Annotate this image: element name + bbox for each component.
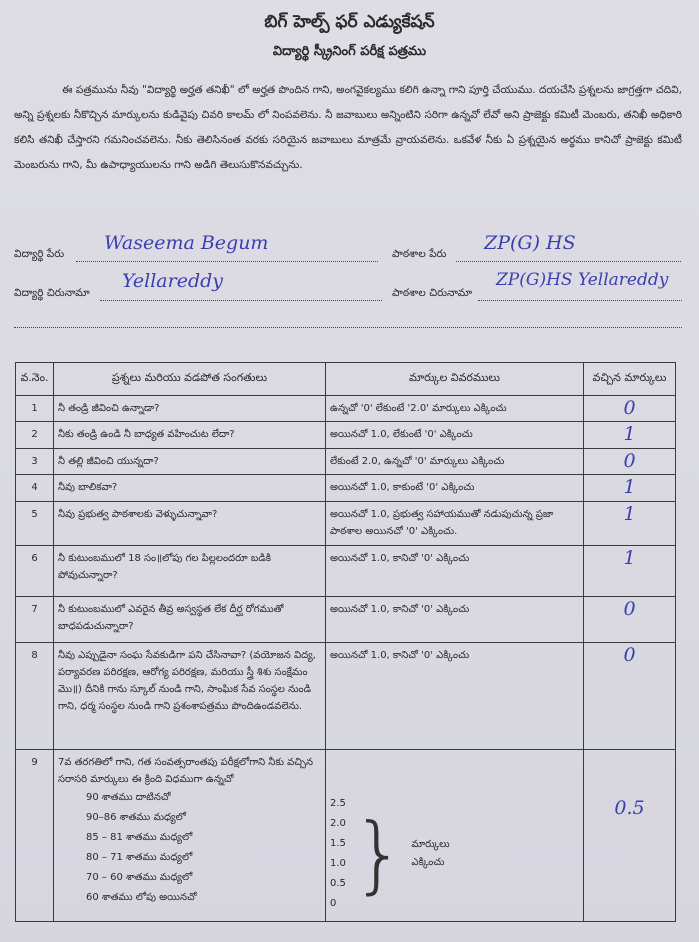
percentage-range-item: 85 – 81 శాతము మధ్యలో xyxy=(86,831,193,843)
school-address-line xyxy=(478,299,682,301)
row-question: నీ కుటుంబములో 18 సం॥లోపు గల పిల్లలందరూ బడికి పోవుచున్నారా? xyxy=(54,545,326,596)
school-name-value[interactable]: ZP(G) HS xyxy=(484,232,576,254)
score-value: 0.5 xyxy=(330,877,346,889)
school-address-value[interactable]: ZP(G)HS Yellareddy xyxy=(496,270,669,290)
table-row xyxy=(16,643,676,749)
row-number: 8 xyxy=(16,643,54,749)
row-number: 3 xyxy=(16,448,54,475)
marks-label-2: ఎక్కించు xyxy=(411,856,445,868)
student-name-line xyxy=(76,260,378,262)
row-marks: అయినచో 1.0, కానిచో '0' ఎక్కించు xyxy=(326,643,584,749)
row-question: నీ తండ్రి జీవించి ఉన్నాడా? xyxy=(54,395,326,422)
score-value: 1.5 xyxy=(330,837,346,849)
table-row xyxy=(16,596,676,643)
row-question xyxy=(54,749,326,921)
header-question: ప్రశ్నలు మరియు వడపోత సంగతులు xyxy=(54,363,326,396)
table-body xyxy=(16,395,676,749)
row-answer[interactable]: 1 xyxy=(584,422,676,449)
row-answer[interactable]: 0.5 xyxy=(584,749,676,921)
row-answer[interactable]: 1 xyxy=(584,501,676,545)
row-question: నీవు ఎప్పుడైనా సంఘ సేవకుడిగా పని చేసినావా? (వయోజన విద్య, పర్యావరణ పరిరక్షణ, ఆరోగ్య పరిరక్షణ, మరియు స్త్రీ శిశు సంక్షేమం మొ॥) దీనికి గాను స్కూల్ నుండి గాని, సాంఘిక సేవ సంస్థల నుండి గాని, ధర్మ సంస్థల నుండి గాని ప్రశంశాపత్రము పొందిఉండవలెను. xyxy=(54,643,326,749)
percentage-range-item: 70 – 60 శాతము మధ్యలో xyxy=(86,871,193,883)
row-marks: అయినచో 1.0, ప్రభుత్వ సహాయముతో నడుపుచున్న ప్రజా పాఠశాల అయినచో '0' ఎక్కించు. xyxy=(326,501,584,545)
row-answer[interactable]: 0 xyxy=(584,643,676,749)
row-question: నీకు తండ్రి ఉండి నీ బాధ్యత వహించుట లేదా? xyxy=(54,422,326,449)
row-marks: అయినచో 1.0, కానిచో '0' ఎక్కించు xyxy=(326,596,584,643)
percentage-range-item: 80 – 71 శాతము మధ్యలో xyxy=(86,851,193,863)
percentage-range-item: 90 శాతము దాటినచో xyxy=(86,791,171,803)
row-answer[interactable]: 0 xyxy=(584,448,676,475)
school-address-label: పాఠశాల చిరునామా xyxy=(392,287,473,299)
row-number: 7 xyxy=(16,596,54,643)
row-answer[interactable]: 1 xyxy=(584,545,676,596)
student-name-value[interactable]: Waseema Begum xyxy=(104,232,269,254)
table-row xyxy=(16,501,676,545)
student-address-line xyxy=(100,299,382,301)
row-question: నీవు బాలికవా? xyxy=(54,475,326,502)
table-header-row xyxy=(16,363,676,396)
student-address-label: విద్యార్థి చిరునామా xyxy=(14,287,90,299)
row-marks: ఉన్నచో '0' లేకుంటే '2.0' మార్కులు ఎక్కించు xyxy=(326,395,584,422)
school-name-label: పాఠశాల పేరు xyxy=(392,248,447,260)
row-number: 6 xyxy=(16,545,54,596)
row-number: 5 xyxy=(16,501,54,545)
marks-instruction xyxy=(411,836,449,872)
row-question: నీవు ప్రభుత్వ పాఠశాలకు వెళ్ళుచున్నావా? xyxy=(54,501,326,545)
table-row xyxy=(16,395,676,422)
percentage-range-item: 90–86 శాతము మధ్యలో xyxy=(86,811,186,823)
score-value: 1.0 xyxy=(330,857,346,869)
header-marks-details: మార్కుల వివరములు xyxy=(326,363,584,396)
row-question: నీ తల్లి జీవించి యున్నదా? xyxy=(54,448,326,475)
marks-label-1: మార్కులు xyxy=(411,838,450,850)
row-answer[interactable]: 0 xyxy=(584,596,676,643)
table-row-9 xyxy=(16,749,676,921)
percentage-range-item: 60 శాతము లోపు అయినచో xyxy=(86,891,197,903)
row-answer[interactable]: 1 xyxy=(584,475,676,502)
score-value: 2.0 xyxy=(330,817,346,829)
brace-icon: } xyxy=(351,804,406,903)
row-answer[interactable]: 0 xyxy=(584,395,676,422)
percentage-ranges xyxy=(58,788,321,908)
row-number: 2 xyxy=(16,422,54,449)
table-row xyxy=(16,448,676,475)
student-address-value[interactable]: Yellareddy xyxy=(122,270,224,292)
row-marks: లేకుంటే 2.0, ఉన్నచో '0' మార్కులు ఎక్కించు xyxy=(326,448,584,475)
row9-question-text: 7వ తరగతిలో గాని, గత సంవత్సరాంతపు పరీక్షలోగాని నీకు వచ్చిన సరాసరి మార్కులు ఈ క్రింది విధముగా ఉన్నచో xyxy=(58,756,313,785)
form-subtitle: విద్యార్థి స్క్రీనింగ్ పరీక్ష పత్రము xyxy=(272,44,427,59)
score-value: 0 xyxy=(330,897,337,909)
table-row xyxy=(16,475,676,502)
score-scale xyxy=(330,794,579,914)
row-marks: అయినచో 1.0, కానిచో '0' ఎక్కించు xyxy=(326,545,584,596)
row-number: 9 xyxy=(16,749,54,921)
row-number: 4 xyxy=(16,475,54,502)
row-marks: అయినచో 1.0, కాకుంటే '0' ఎక్కించు xyxy=(326,475,584,502)
row-marks xyxy=(326,749,584,921)
row-question: నీ కుటుంబములో ఎవరైన తీవ్ర అస్వస్థత లేక దీర్ఘ రోగముతో బాధపడుచున్నారా? xyxy=(54,596,326,643)
screening-table xyxy=(15,362,676,922)
school-name-line xyxy=(456,260,681,262)
instructions-paragraph: ఈ పత్రమును నీవు "విద్యార్థి అర్హత తనిఖీ" లో అర్హత పొందిన గాని, అంగవైకల్యము కలిగి ఉన్నా గాని పూర్తి చేయుము. దయచేసి ప్రశ్నలను జాగ్రత్తగా చదివి, అన్ని ప్రశ్నలకు నీకొచ్చిన మార్కులను కుడివైపు చివరి కాలమ్ లో నింపవలెను. నీ జవాబులు అన్నింటిని సరిగా ఉన్నవో లేవో అని ప్రాజెక్టు కమిటీ మెంబరు, తనిఖీ అధికారి కలిసి తనిఖీ చేస్తారని గమనించవలెను. నీకు తెలిసినంత వరకు సరియైన జవాబులు మాత్రమే వ్రాయవలెను. ఒకవేళ నీకు ఏ ప్రశ్నయైన అర్థము కానిచో ప్రాజెక్టు కమిటీ మెంబరును గాని, మీ ఉపాధ్యాయులను గాని అడిగి తెలుసుకొనవచ్చును. xyxy=(14,84,682,171)
score-values xyxy=(330,794,346,914)
score-value: 2.5 xyxy=(330,797,346,809)
table-row xyxy=(16,545,676,596)
header-marks-obtained: వచ్చిన మార్కులు xyxy=(584,363,676,396)
header-sno: వ.నెం. xyxy=(16,363,54,396)
student-name-label: విద్యార్థి పేరు xyxy=(14,248,65,260)
row-marks: అయినచో 1.0, లేకుంటే '0' ఎక్కించు xyxy=(326,422,584,449)
extra-address-line xyxy=(14,326,682,328)
row-number: 1 xyxy=(16,395,54,422)
form-title: బిగ్ హెల్ప్ ఫర్ ఎడ్యుకేషన్ xyxy=(264,12,435,32)
table-row xyxy=(16,422,676,449)
